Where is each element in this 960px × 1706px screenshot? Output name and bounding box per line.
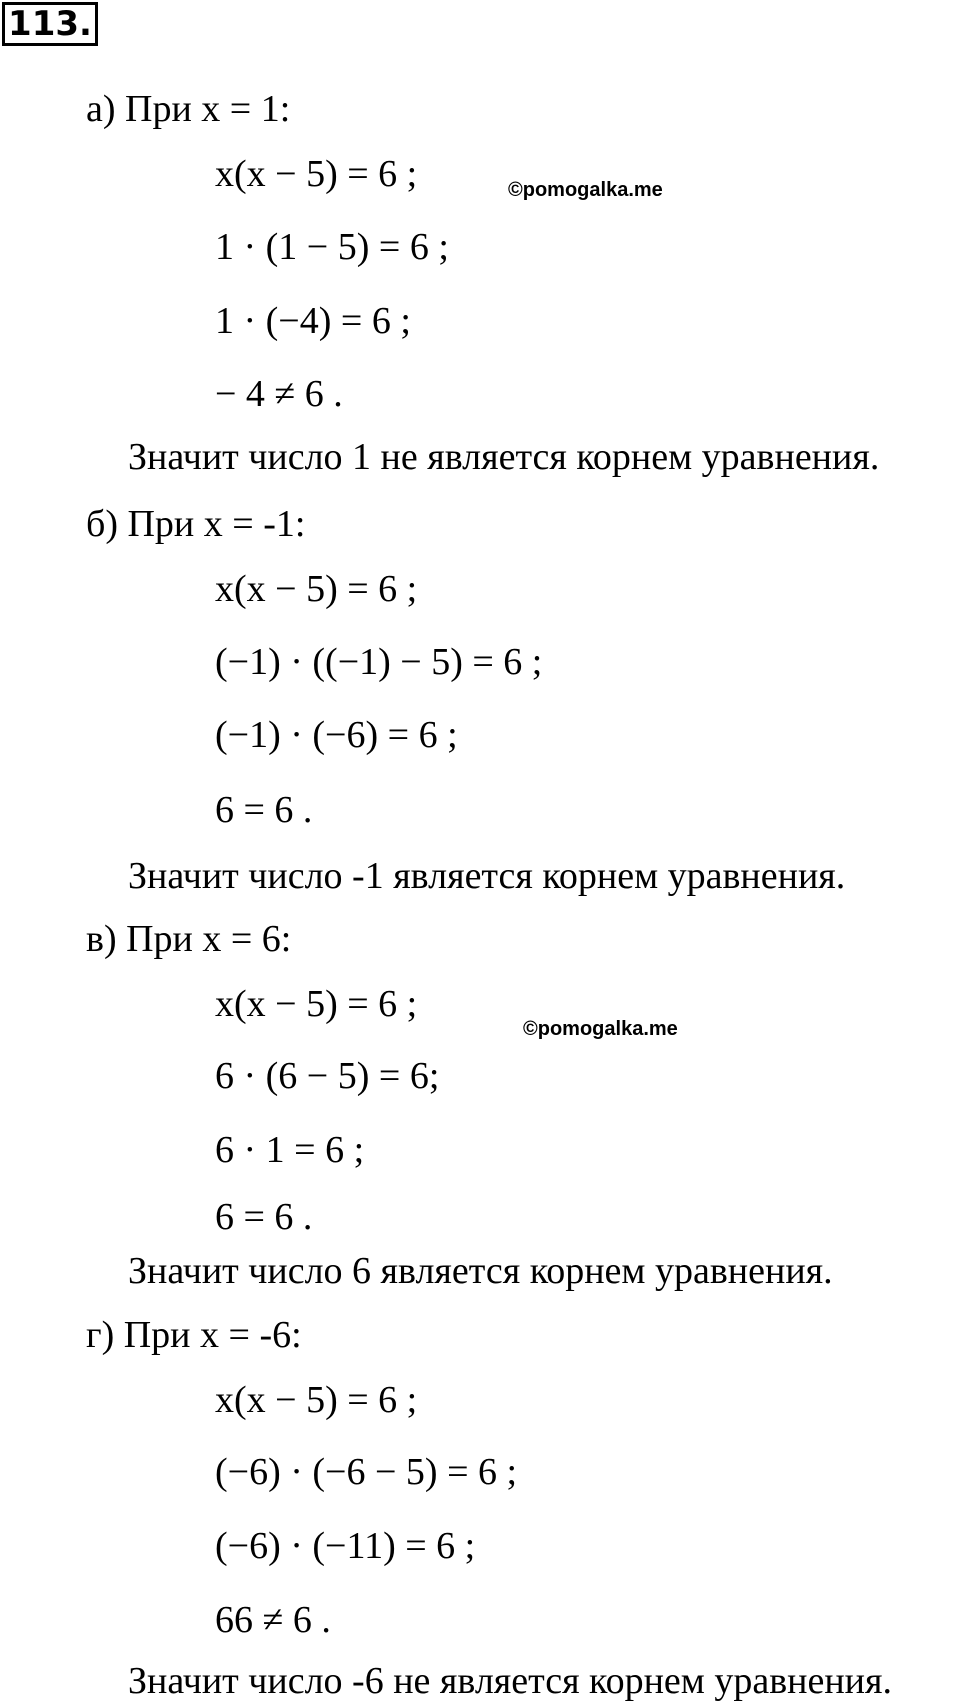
part-d-step-2: (−6) · (−6 − 5) = 6 ;	[215, 1451, 518, 1493]
part-a-header: а) При x = 1:	[86, 88, 291, 130]
part-b-conclusion: Значит число -1 является корнем уравнения.	[128, 855, 846, 897]
part-b-step-3: (−1) · (−6) = 6 ;	[215, 714, 458, 756]
part-c-step-2: 6 · (6 − 5) = 6;	[215, 1055, 440, 1097]
part-a-conclusion: Значит число 1 не является корнем уравнения.	[128, 436, 880, 478]
part-d-header: г) При x = -6:	[86, 1314, 302, 1356]
part-b-step-1: x(x − 5) = 6 ;	[215, 568, 418, 610]
part-c-step-4: 6 = 6 .	[215, 1196, 313, 1238]
part-d-step-4: 66 ≠ 6 .	[215, 1599, 331, 1641]
part-c-step-1: x(x − 5) = 6 ;	[215, 983, 418, 1025]
watermark: ©pomogalka.me	[508, 179, 663, 201]
part-d-step-1: x(x − 5) = 6 ;	[215, 1379, 418, 1421]
part-b-step-4: 6 = 6 .	[215, 789, 313, 831]
part-d-conclusion: Значит число -6 не является корнем уравнения.	[128, 1660, 892, 1702]
part-a-step-4: − 4 ≠ 6 .	[215, 373, 343, 415]
part-c-conclusion: Значит число 6 является корнем уравнения.	[128, 1250, 833, 1292]
part-d-step-3: (−6) · (−11) = 6 ;	[215, 1525, 476, 1567]
part-c-step-3: 6 · 1 = 6 ;	[215, 1129, 365, 1171]
part-a-step-1: x(x − 5) = 6 ;	[215, 153, 418, 195]
part-a-step-2: 1 · (1 − 5) = 6 ;	[215, 226, 449, 268]
part-a-step-3: 1 · (−4) = 6 ;	[215, 300, 411, 342]
part-c-header: в) При x = 6:	[86, 918, 292, 960]
watermark: ©pomogalka.me	[523, 1018, 678, 1040]
problem-number: 113.	[2, 2, 98, 46]
part-b-header: б) При x = -1:	[86, 503, 306, 545]
part-b-step-2: (−1) · ((−1) − 5) = 6 ;	[215, 641, 543, 683]
